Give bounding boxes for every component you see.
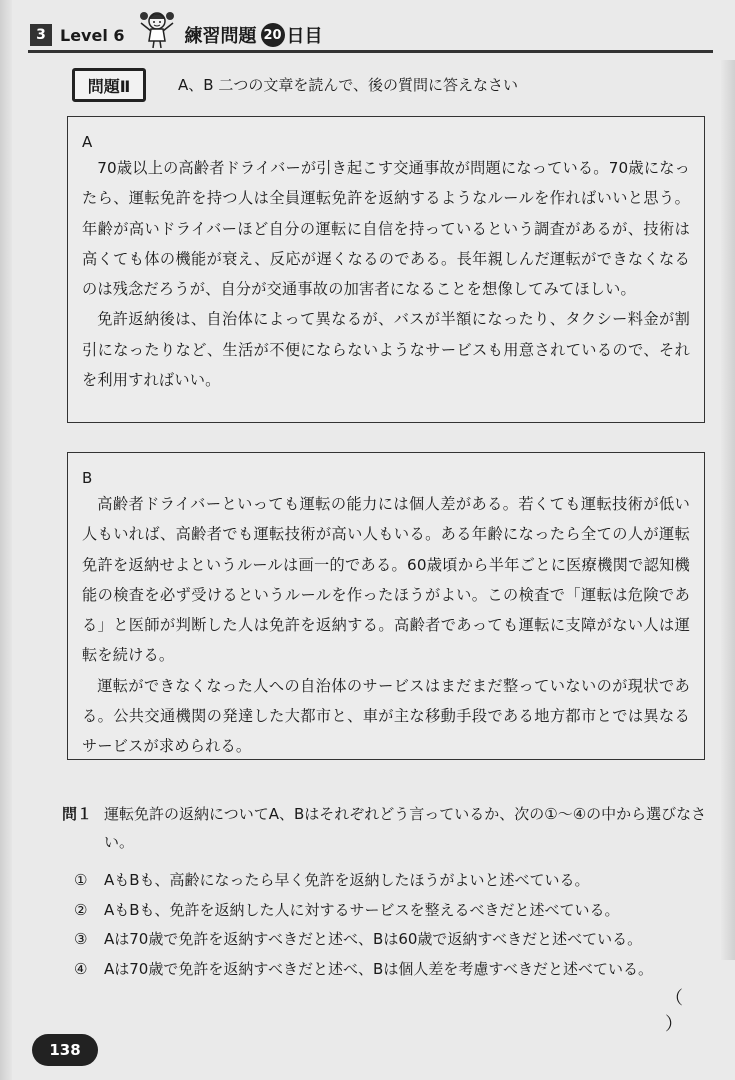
answer-options: [74, 866, 727, 984]
option-1[interactable]: [74, 866, 727, 896]
passage-b-paragraph-2: 運転ができなくなった人への自治体のサービスはまだまだ整っていないのが現状である。公共交通機関の発達した大都市と、車が主な移動手段である地方都市とでは異なるサービスが求められる。: [82, 676, 690, 756]
passage-a-label: A: [82, 133, 93, 151]
option-3[interactable]: [74, 925, 727, 955]
mascot-girl-icon: [135, 7, 179, 49]
passage-b-label: B: [82, 469, 93, 487]
exercise-title: 練習問題: [184, 26, 257, 47]
option-mark: ④: [74, 959, 88, 978]
passage-a-paragraph-2: 免許返納後は、自治体によって異なるが、バスが半額になったり、タクシー料金が割引になったりなど、生活が不便にならないようなサービスも用意されているので、それを利用すればいい。: [82, 310, 690, 390]
day-suffix: 日目: [286, 26, 323, 47]
day-badge: 20: [261, 23, 285, 47]
problem-instruction: A、B 二つの文章を読んで、後の質問に答えなさい: [178, 76, 519, 94]
option-mark: ①: [74, 871, 88, 889]
passage-b-paragraph-1: 高齢者ドライバーといっても運転の能力には個人差がある。若くても運転技術が低い人もいれば、高齢者でも運転技術が高い人もいる。ある年齢になったら全ての人が運転免許を返納せよというルールは画一的である。60歳頃から半年ごとに医療機関で認知機能の検査を必ず受けるというルールを作ったほうがよい。この検査で「運転は危険である」と医師が判断した人は免許を返納する。高齢者であっても運転に支障がない人は運転を続ける。: [82, 495, 690, 665]
problem-label: 問題Ⅱ: [72, 68, 146, 102]
passage-a: [67, 116, 705, 423]
question-number: 問１: [62, 805, 93, 823]
option-text: AもBも、高齢になったら早く免許を返納したほうがよいと述べている。: [104, 871, 590, 889]
option-2[interactable]: [74, 896, 727, 926]
passage-a-paragraph-1: 70歳以上の高齢者ドライバーが引き起こす交通事故が問題になっている。70歳になったら、運転免許を持つ人は全員運転免許を返納するようなルールを作ればいいと思う。年齢が高いドライバーほど自分の運転に自信を持っているという調査があるが、技術は高くても体の機能が衰え、反応が遅くなるのである。長年親しんだ運転ができなくなるのは残念だろうが、自分が交通事故の加害者になることを想像してみてほしい。: [82, 159, 690, 299]
option-4[interactable]: [74, 955, 727, 985]
header-rule: [28, 50, 713, 53]
chapter-badge: 3: [30, 24, 52, 46]
page-header: [30, 22, 323, 48]
page-binding-edge: [0, 0, 12, 1080]
option-text: Aは70歳で免許を返納すべきだと述べ、Bは60歳で返納すべきだと述べている。: [104, 930, 643, 948]
question-text: 運転免許の返納についてA、Bはそれぞれどう言っているか、次の①〜④の中から選びなさい。: [104, 805, 707, 851]
answer-blank[interactable]: （ ）: [665, 988, 723, 1035]
passage-b: [67, 452, 705, 760]
question-1: [62, 800, 727, 984]
level-label: Level 6: [60, 25, 125, 45]
option-mark: ②: [74, 900, 88, 919]
option-mark: ③: [74, 930, 88, 948]
page-number: 138: [32, 1034, 98, 1066]
option-text: AもBも、免許を返納した人に対するサービスを整えるべきだと述べている。: [104, 900, 620, 919]
option-text: Aは70歳で免許を返納すべきだと述べ、Bは個人差を考慮すべきだと述べている。: [104, 959, 654, 978]
